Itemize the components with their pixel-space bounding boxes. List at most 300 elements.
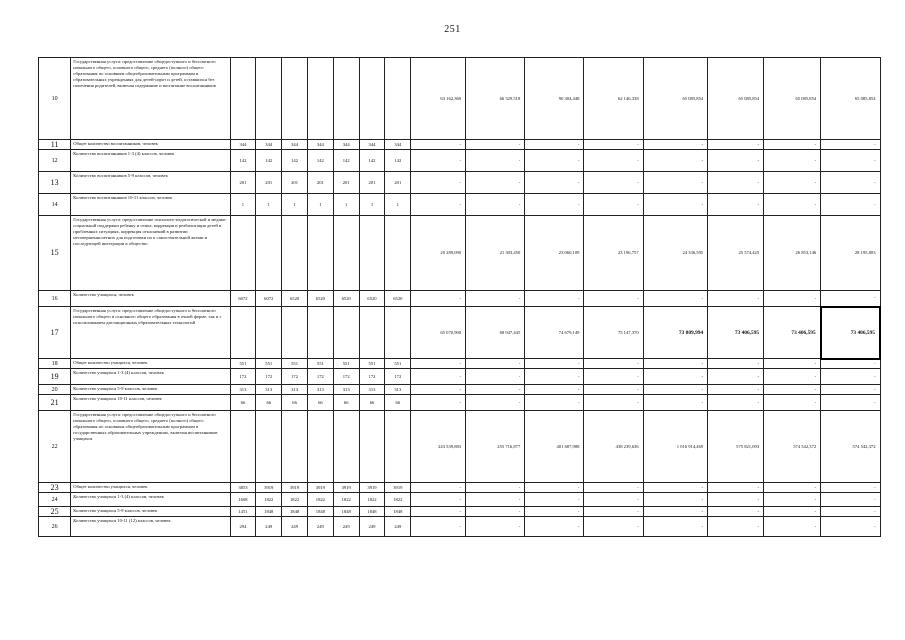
amount-cell: - xyxy=(643,483,708,493)
quantity-cell: 3919 xyxy=(333,483,359,493)
quantity-cell: 551 xyxy=(385,359,411,369)
amount-cell: - xyxy=(411,150,466,172)
quantity-cell: 1822 xyxy=(256,493,282,507)
amount-cell: - xyxy=(821,483,880,493)
amount-cell: - xyxy=(764,483,821,493)
quantity-cell: 6520 xyxy=(385,291,411,307)
amount-cell: 62 146,338 xyxy=(584,58,643,140)
amount-cell: 23 060,109 xyxy=(525,216,584,291)
amount-cell: 23 196,757 xyxy=(584,216,643,291)
amount-cell: - xyxy=(764,140,821,150)
table-row xyxy=(39,359,881,369)
amount-cell: - xyxy=(525,483,584,493)
amount-cell: - xyxy=(411,493,466,507)
amount-cell: 65 085,854 xyxy=(821,58,880,140)
quantity-cell: 313 xyxy=(282,385,308,395)
quantity-cell xyxy=(307,216,333,291)
quantity-cell xyxy=(230,307,256,359)
quantity-cell: 249 xyxy=(282,517,308,537)
amount-cell: - xyxy=(525,172,584,194)
row-number: 10 xyxy=(39,58,71,140)
amount-cell: - xyxy=(821,517,880,537)
quantity-cell: 66 xyxy=(282,395,308,411)
amount-cell: - xyxy=(821,291,880,307)
quantity-cell: 1822 xyxy=(359,493,385,507)
quantity-cell xyxy=(230,216,256,291)
quantity-cell: 66 xyxy=(359,395,385,411)
row-description: Количество учащихся 10-11 классов, человек xyxy=(71,395,230,411)
quantity-cell: 142 xyxy=(256,150,282,172)
quantity-cell: 3919 xyxy=(359,483,385,493)
quantity-cell: 1848 xyxy=(333,507,359,517)
amount-cell: 574 542,372 xyxy=(821,411,880,483)
quantity-cell: 201 xyxy=(230,172,256,194)
amount-cell: - xyxy=(525,194,584,216)
row-number: 15 xyxy=(39,216,71,291)
quantity-cell: 201 xyxy=(282,172,308,194)
amount-cell: 73 809,994 xyxy=(643,307,708,359)
amount-cell: - xyxy=(643,385,708,395)
amount-cell: 574 542,372 xyxy=(764,411,821,483)
table-row xyxy=(39,517,881,537)
amount-cell: 243 539,883 xyxy=(411,411,466,483)
quantity-cell: 3919 xyxy=(282,483,308,493)
amount-cell: - xyxy=(466,172,525,194)
quantity-cell: 1822 xyxy=(333,493,359,507)
amount-cell: - xyxy=(584,140,643,150)
quantity-cell: 551 xyxy=(256,359,282,369)
amount-cell: - xyxy=(525,507,584,517)
quantity-cell: 66 xyxy=(307,395,333,411)
amount-cell: - xyxy=(466,140,525,150)
row-description: Государственная услуга: предоставление психолого-педагогической и медико-социальной поддержки ребенку и семье, коррекция и реабилитация детей в проблемных ситуациях, коррекция отклонений в развитии несовершеннолетних для подготовки их к самостоятельной жизни и последующей интеграции в общество xyxy=(71,216,230,291)
amount-cell: 65 085,854 xyxy=(764,58,821,140)
amount-cell: - xyxy=(466,483,525,493)
quantity-cell: 1848 xyxy=(256,507,282,517)
amount-cell: - xyxy=(411,517,466,537)
table-row xyxy=(39,507,881,517)
amount-cell: - xyxy=(525,359,584,369)
row-number: 13 xyxy=(39,172,71,194)
quantity-cell: 6520 xyxy=(307,291,333,307)
quantity-cell: 66 xyxy=(333,395,359,411)
quantity-cell: 294 xyxy=(230,517,256,537)
quantity-cell: 1 xyxy=(359,194,385,216)
amount-cell: - xyxy=(525,150,584,172)
quantity-cell: 249 xyxy=(307,517,333,537)
amount-cell: - xyxy=(466,194,525,216)
table-row xyxy=(39,194,881,216)
row-description: Общее количество учащихся, человек xyxy=(71,359,230,369)
quantity-cell xyxy=(359,58,385,140)
amount-cell: - xyxy=(584,395,643,411)
amount-cell: - xyxy=(708,172,764,194)
table-row xyxy=(39,58,881,140)
quantity-cell: 172 xyxy=(282,369,308,385)
table-row xyxy=(39,411,881,483)
row-number: 12 xyxy=(39,150,71,172)
amount-cell: 66 329,518 xyxy=(466,58,525,140)
amount-cell: - xyxy=(584,194,643,216)
row-number: 25 xyxy=(39,507,71,517)
quantity-cell: 344 xyxy=(256,140,282,150)
row-description: Количество учащихся 1-3 (4) классов, человек xyxy=(71,493,230,507)
amount-cell: - xyxy=(643,150,708,172)
amount-cell: - xyxy=(584,493,643,507)
quantity-cell: 1608 xyxy=(230,493,256,507)
quantity-cell: 142 xyxy=(359,150,385,172)
table-row xyxy=(39,493,881,507)
quantity-cell: 551 xyxy=(333,359,359,369)
amount-cell: - xyxy=(584,150,643,172)
quantity-cell: 1848 xyxy=(307,507,333,517)
amount-cell: - xyxy=(466,359,525,369)
table-row xyxy=(39,483,881,493)
amount-cell: - xyxy=(764,359,821,369)
quantity-cell: 344 xyxy=(359,140,385,150)
amount-cell: 65 085,854 xyxy=(643,58,708,140)
amount-cell: 1 016 914,469 xyxy=(643,411,708,483)
amount-cell: - xyxy=(708,359,764,369)
amount-cell: - xyxy=(466,369,525,385)
quantity-cell xyxy=(333,58,359,140)
row-number: 22 xyxy=(39,411,71,483)
quantity-cell: 172 xyxy=(333,369,359,385)
quantity-cell: 1848 xyxy=(385,507,411,517)
quantity-cell xyxy=(230,411,256,483)
quantity-cell xyxy=(359,307,385,359)
amount-cell: - xyxy=(584,483,643,493)
amount-cell: - xyxy=(411,140,466,150)
amount-cell: - xyxy=(708,194,764,216)
amount-cell: - xyxy=(466,395,525,411)
row-description: Количество учащихся 5-9 классов, человек xyxy=(71,507,230,517)
amount-cell: - xyxy=(764,385,821,395)
quantity-cell: 142 xyxy=(307,150,333,172)
quantity-cell: 6520 xyxy=(359,291,385,307)
amount-cell: 63 162,369 xyxy=(411,58,466,140)
amount-cell: 26 853,146 xyxy=(764,216,821,291)
row-number: 19 xyxy=(39,369,71,385)
amount-cell: - xyxy=(708,507,764,517)
quantity-cell: 6072 xyxy=(230,291,256,307)
amount-cell: - xyxy=(708,291,764,307)
table-row xyxy=(39,385,881,395)
amount-cell: - xyxy=(525,493,584,507)
amount-cell: - xyxy=(821,172,880,194)
row-description: Общее количество учащихся, человек xyxy=(71,483,230,493)
quantity-cell: 3919 xyxy=(307,483,333,493)
quantity-cell: 1848 xyxy=(359,507,385,517)
quantity-cell xyxy=(282,307,308,359)
amount-cell: - xyxy=(411,395,466,411)
amount-cell: 74 679,149 xyxy=(525,307,584,359)
quantity-cell: 172 xyxy=(307,369,333,385)
quantity-cell: 1822 xyxy=(307,493,333,507)
quantity-cell xyxy=(307,58,333,140)
quantity-cell: 313 xyxy=(359,385,385,395)
row-description: Общее количество воспитанников, человек xyxy=(71,140,230,150)
quantity-cell: 142 xyxy=(282,150,308,172)
amount-cell: - xyxy=(411,359,466,369)
amount-cell: 255 716,877 xyxy=(466,411,525,483)
table-row xyxy=(39,307,881,359)
row-description: Количество воспитанников 10-11 классов, человек xyxy=(71,194,230,216)
quantity-cell xyxy=(385,307,411,359)
amount-cell: - xyxy=(466,507,525,517)
amount-cell: - xyxy=(643,395,708,411)
amount-cell: 28 195,803 xyxy=(821,216,880,291)
quantity-cell: 3853 xyxy=(230,483,256,493)
amount-cell: - xyxy=(525,140,584,150)
amount-cell: - xyxy=(643,172,708,194)
quantity-cell: 6520 xyxy=(282,291,308,307)
amount-cell: - xyxy=(411,369,466,385)
amount-cell: - xyxy=(466,493,525,507)
row-description: Количество воспитанников 1-3 (4) классов, человек xyxy=(71,150,230,172)
row-number: 17 xyxy=(39,307,71,359)
amount-cell: - xyxy=(411,172,466,194)
amount-cell: - xyxy=(821,493,880,507)
quantity-cell xyxy=(282,411,308,483)
amount-cell: 65 070,900 xyxy=(411,307,466,359)
quantity-cell xyxy=(307,411,333,483)
amount-cell: - xyxy=(764,493,821,507)
quantity-cell: 142 xyxy=(230,150,256,172)
amount-cell: - xyxy=(411,385,466,395)
amount-cell: - xyxy=(466,291,525,307)
quantity-cell: 313 xyxy=(385,385,411,395)
amount-cell: - xyxy=(525,291,584,307)
quantity-cell: 66 xyxy=(385,395,411,411)
quantity-cell: 313 xyxy=(333,385,359,395)
amount-cell: - xyxy=(466,517,525,537)
amount-cell: - xyxy=(708,395,764,411)
amount-cell: - xyxy=(584,172,643,194)
row-number: 26 xyxy=(39,517,71,537)
amount-cell: - xyxy=(764,369,821,385)
amount-cell: - xyxy=(708,483,764,493)
amount-cell: - xyxy=(764,395,821,411)
quantity-cell: 1 xyxy=(256,194,282,216)
quantity-cell xyxy=(256,58,282,140)
amount-cell: - xyxy=(643,291,708,307)
amount-cell: - xyxy=(584,385,643,395)
amount-cell: - xyxy=(764,172,821,194)
row-description: Количество учащихся 1-3 (4) классов, человек xyxy=(71,369,230,385)
quantity-cell xyxy=(359,216,385,291)
amount-cell: - xyxy=(525,395,584,411)
quantity-cell: 172 xyxy=(256,369,282,385)
table-row xyxy=(39,140,881,150)
amount-cell: - xyxy=(525,517,584,537)
quantity-cell xyxy=(333,307,359,359)
amount-cell: - xyxy=(821,385,880,395)
amount-cell: 25 574,425 xyxy=(708,216,764,291)
quantity-cell: 313 xyxy=(307,385,333,395)
quantity-cell: 201 xyxy=(333,172,359,194)
amount-cell: 73 406,595 xyxy=(708,307,764,359)
table-row xyxy=(39,291,881,307)
quantity-cell xyxy=(385,411,411,483)
table-row xyxy=(39,369,881,385)
amount-cell: - xyxy=(643,359,708,369)
amount-cell: - xyxy=(643,517,708,537)
quantity-cell: 201 xyxy=(385,172,411,194)
quantity-cell xyxy=(230,58,256,140)
amount-cell: - xyxy=(708,385,764,395)
row-number: 16 xyxy=(39,291,71,307)
amount-cell: - xyxy=(764,194,821,216)
table-row xyxy=(39,150,881,172)
amount-cell: - xyxy=(525,369,584,385)
amount-cell: - xyxy=(821,507,880,517)
amount-cell: - xyxy=(643,493,708,507)
amount-cell: - xyxy=(584,507,643,517)
amount-cell: 438 239,636 xyxy=(584,411,643,483)
amount-cell: - xyxy=(584,369,643,385)
amount-cell: - xyxy=(764,291,821,307)
quantity-cell: 551 xyxy=(359,359,385,369)
quantity-cell: 344 xyxy=(282,140,308,150)
quantity-cell xyxy=(256,411,282,483)
amount-cell: 73 406,595 xyxy=(764,307,821,359)
amount-cell: - xyxy=(584,517,643,537)
quantity-cell: 1 xyxy=(385,194,411,216)
quantity-cell: 172 xyxy=(359,369,385,385)
quantity-cell: 172 xyxy=(230,369,256,385)
quantity-cell: 1 xyxy=(333,194,359,216)
amount-cell: - xyxy=(821,140,880,150)
quantity-cell: 551 xyxy=(230,359,256,369)
quantity-cell xyxy=(256,307,282,359)
amount-cell: - xyxy=(708,140,764,150)
row-number: 18 xyxy=(39,359,71,369)
quantity-cell: 142 xyxy=(385,150,411,172)
quantity-cell: 249 xyxy=(256,517,282,537)
row-number: 24 xyxy=(39,493,71,507)
quantity-cell: 3919 xyxy=(256,483,282,493)
quantity-cell xyxy=(385,216,411,291)
amount-cell: 73 406,595 xyxy=(821,307,880,359)
quantity-cell: 551 xyxy=(282,359,308,369)
row-number: 21 xyxy=(39,395,71,411)
table-row xyxy=(39,395,881,411)
amount-cell: - xyxy=(708,150,764,172)
amount-cell: - xyxy=(466,385,525,395)
amount-cell: 24 336,595 xyxy=(643,216,708,291)
quantity-cell: 6520 xyxy=(333,291,359,307)
quantity-cell: 201 xyxy=(359,172,385,194)
quantity-cell: 344 xyxy=(333,140,359,150)
quantity-cell: 344 xyxy=(307,140,333,150)
quantity-cell xyxy=(385,58,411,140)
amount-cell: - xyxy=(411,291,466,307)
amount-cell: 575 821,093 xyxy=(708,411,764,483)
amount-cell: - xyxy=(821,359,880,369)
amount-cell: - xyxy=(821,369,880,385)
amount-cell: - xyxy=(764,507,821,517)
quantity-cell: 313 xyxy=(256,385,282,395)
quantity-cell: 551 xyxy=(307,359,333,369)
amount-cell: - xyxy=(643,369,708,385)
quantity-cell: 66 xyxy=(230,395,256,411)
budget-table xyxy=(38,57,881,537)
amount-cell: 75 147,370 xyxy=(584,307,643,359)
amount-cell: - xyxy=(821,194,880,216)
table-row xyxy=(39,172,881,194)
quantity-cell: 1848 xyxy=(282,507,308,517)
quantity-cell: 201 xyxy=(256,172,282,194)
quantity-cell: 249 xyxy=(385,517,411,537)
page-number: 251 xyxy=(444,24,461,35)
quantity-cell: 6072 xyxy=(256,291,282,307)
quantity-cell xyxy=(282,58,308,140)
row-number: 11 xyxy=(39,140,71,150)
amount-cell: - xyxy=(764,150,821,172)
row-number: 20 xyxy=(39,385,71,395)
amount-cell: - xyxy=(708,517,764,537)
amount-cell: - xyxy=(708,369,764,385)
quantity-cell: 3919 xyxy=(385,483,411,493)
amount-cell: 401 687,988 xyxy=(525,411,584,483)
table-row xyxy=(39,216,881,291)
amount-cell: - xyxy=(643,194,708,216)
amount-cell: - xyxy=(466,150,525,172)
quantity-cell xyxy=(282,216,308,291)
quantity-cell: 344 xyxy=(385,140,411,150)
row-description: Количество учащихся 5-9 классов, человек xyxy=(71,385,230,395)
amount-cell: - xyxy=(643,140,708,150)
amount-cell: 90 304,448 xyxy=(525,58,584,140)
amount-cell: - xyxy=(584,291,643,307)
row-number: 23 xyxy=(39,483,71,493)
quantity-cell: 1 xyxy=(230,194,256,216)
row-description: Государственная услуга: предоставление общедоступного и бесплатного начального общего, основного общего, среднего (полного) общего образования по основным общеобразовательным программам в образовательных учреждениях для детей-сирот и детей, оставшихся без попечения родителей, включая содержание и воспитание воспитанников xyxy=(71,58,230,140)
quantity-cell: 1822 xyxy=(282,493,308,507)
quantity-cell: 142 xyxy=(333,150,359,172)
quantity-cell: 313 xyxy=(230,385,256,395)
amount-cell: - xyxy=(411,483,466,493)
amount-cell: - xyxy=(708,493,764,507)
quantity-cell: 201 xyxy=(307,172,333,194)
quantity-cell: 1 xyxy=(307,194,333,216)
row-description: Количество учащихся, человек xyxy=(71,291,230,307)
quantity-cell: 1822 xyxy=(385,493,411,507)
row-number: 14 xyxy=(39,194,71,216)
quantity-cell xyxy=(256,216,282,291)
amount-cell: - xyxy=(525,385,584,395)
amount-cell: - xyxy=(411,507,466,517)
amount-cell: 21 303,450 xyxy=(466,216,525,291)
amount-cell: 65 085,854 xyxy=(708,58,764,140)
amount-cell: - xyxy=(411,194,466,216)
quantity-cell xyxy=(333,216,359,291)
row-description: Государственная услуга: предоставление общедоступного и бесплатного начального общего, основного общего, среднего (полного) общего образования по основным общеобразовательным программам в государственных образовательных учреждениях, включая воспитанников учащихся xyxy=(71,411,230,483)
amount-cell: - xyxy=(821,150,880,172)
quantity-cell: 249 xyxy=(333,517,359,537)
quantity-cell xyxy=(333,411,359,483)
quantity-cell xyxy=(359,411,385,483)
row-description: Государственная услуга: предоставление общедоступного и бесплатного начального общего и основного общего образования в очной форме, так и с использованием дистанционных образовательных технологий xyxy=(71,307,230,359)
amount-cell: - xyxy=(764,517,821,537)
amount-cell: - xyxy=(584,359,643,369)
quantity-cell: 1451 xyxy=(230,507,256,517)
amount-cell: - xyxy=(643,507,708,517)
row-description: Количество воспитанников 5-9 классов, человек xyxy=(71,172,230,194)
quantity-cell: 249 xyxy=(359,517,385,537)
amount-cell: 68 947,445 xyxy=(466,307,525,359)
